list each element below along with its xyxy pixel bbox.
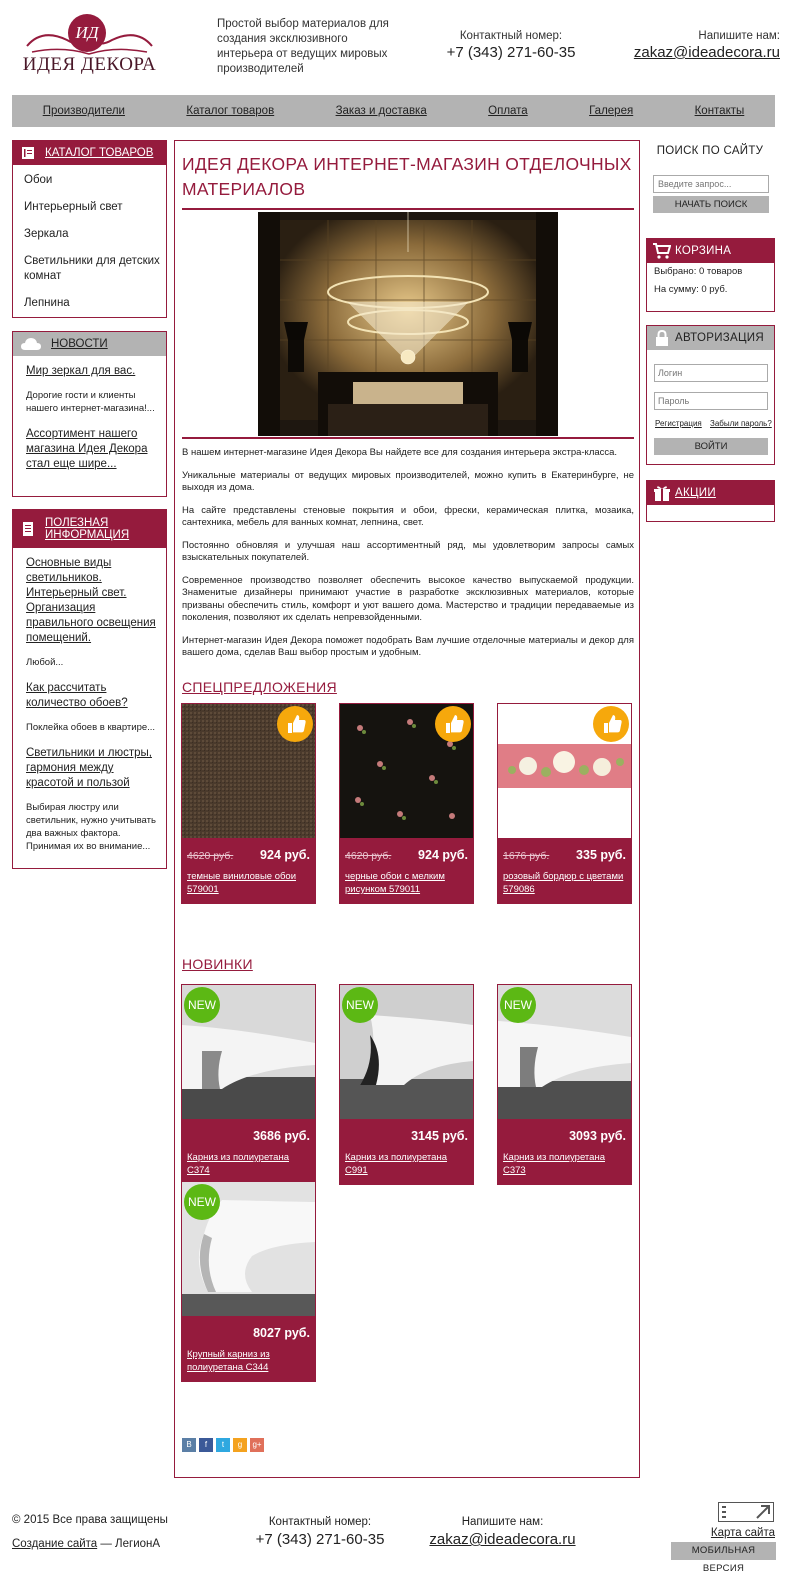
news-item-title[interactable]: Мир зеркал для вас.	[26, 365, 136, 377]
promo-title[interactable]: АКЦИИ	[675, 487, 716, 499]
header	[0, 0, 800, 95]
catalog-item	[24, 227, 166, 242]
new-badge: NEW	[184, 1184, 220, 1220]
nav-payment[interactable]: Оплата	[488, 105, 528, 117]
forgot-password-link[interactable]: Забыли пароль?	[710, 419, 772, 428]
info-item-title[interactable]: Светильники и люстры, гармония между красотой и пользой	[26, 747, 152, 789]
footer-email	[425, 1516, 580, 1548]
sitemap-link[interactable]: Карта сайта	[710, 1527, 775, 1539]
phone-label: Контактный номер:	[268, 1516, 372, 1528]
password-field[interactable]	[654, 392, 768, 410]
news-item-desc: Дорогие гости и клиенты нашего интернет-магазина!...	[26, 390, 155, 414]
product-name[interactable]: Карниз из полиуретана C373	[503, 1152, 605, 1176]
tagline: Простой выбор материалов для создания эксклюзивного интерьера от ведущих мировых производителей	[217, 18, 389, 75]
hero-image	[258, 212, 558, 436]
price-row	[498, 1119, 631, 1151]
thumbs-up-icon	[593, 706, 629, 742]
odnoklassniki-share-icon[interactable]: g	[233, 1438, 247, 1452]
specials-title[interactable]: СПЕЦПРЕДЛОЖЕНИЯ	[182, 679, 337, 695]
info-item-desc: Выбирая люстру или светильник, нужно учитывать два важных фактора. Принимая их во внимание...	[26, 802, 156, 852]
header-email	[630, 30, 780, 61]
email-label: Напишите нам:	[698, 30, 780, 42]
old-price: 4620 руб.	[345, 850, 392, 862]
book-icon	[21, 146, 35, 160]
catalog-header	[13, 141, 166, 165]
intro-paragraph: На сайте представлены стеновые покрытия и обои, фрески, керамическая плитка, мозаика, сантехника, мебель для ванных комнат, лепнина, свет.	[182, 504, 634, 528]
mobile-version-button[interactable]: МОБИЛЬНАЯ ВЕРСИЯ	[671, 1542, 776, 1560]
intro-paragraph: Постоянно обновляя и улучшая наш ассортиментный ряд, мы удовлетворим запросы самых взыскательных покупателей.	[182, 539, 634, 563]
cart-title: КОРЗИНА	[675, 245, 732, 257]
price: 335 руб.	[576, 848, 626, 862]
info-title[interactable]: ПОЛЕЗНАЯ ИНФОРМАЦИЯ	[45, 517, 130, 541]
search-title: ПОИСК ПО САЙТУ	[656, 145, 764, 157]
info-item-desc: Поклейка обоев в квартире...	[26, 722, 156, 733]
product-name[interactable]: Крупный карниз из полиуретана C344	[187, 1349, 270, 1373]
auth-header	[647, 326, 774, 350]
catalog-box	[12, 140, 167, 318]
novelty-card[interactable]	[339, 984, 474, 1185]
footer-phone	[250, 1516, 390, 1548]
auth-box	[646, 325, 775, 465]
main-nav	[12, 95, 775, 127]
price-row	[182, 1119, 315, 1151]
cart-sum: На сумму: 0 руб.	[654, 284, 728, 295]
product-name[interactable]: Карниз из полиуретана C374	[187, 1152, 289, 1176]
hero-divider	[182, 437, 634, 439]
catalog-link-wallpaper[interactable]: Обои	[24, 174, 53, 186]
site-credit	[12, 1538, 160, 1550]
price: 3093 руб.	[569, 1129, 626, 1143]
news-box	[12, 331, 167, 497]
old-price: 4620 руб.	[187, 850, 234, 862]
thumbs-up-icon	[277, 706, 313, 742]
special-card[interactable]	[339, 703, 474, 904]
price-row	[340, 1119, 473, 1151]
catalog-title[interactable]: КАТАЛОГ ТОВАРОВ	[45, 147, 154, 159]
document-icon	[21, 522, 35, 536]
catalog-item	[24, 173, 166, 188]
product-image	[182, 1182, 315, 1316]
price: 924 руб.	[418, 848, 468, 862]
developer-name: — ЛегионА	[97, 1538, 161, 1550]
nav-order-delivery[interactable]: Заказ и доставка	[335, 105, 427, 117]
nav-manufacturers[interactable]: Производители	[42, 105, 125, 117]
product-image	[498, 985, 631, 1119]
login-field[interactable]	[654, 364, 768, 382]
price: 3686 руб.	[253, 1129, 310, 1143]
footer	[0, 1500, 800, 1593]
title-divider	[182, 208, 634, 210]
product-image	[182, 985, 315, 1119]
phone-label: Контактный номер:	[459, 30, 563, 42]
novelty-card[interactable]	[181, 1181, 316, 1382]
news-list	[13, 356, 166, 472]
email-label: Напишите нам:	[461, 1516, 544, 1528]
catalog-link-kids-lamps[interactable]: Светильники для детских комнат	[24, 255, 160, 282]
email-link[interactable]: zakaz@ideadecora.ru	[633, 44, 780, 61]
info-item-title[interactable]: Как рассчитать количество обоев?	[26, 682, 128, 709]
thumbs-up-icon	[435, 706, 471, 742]
price-row	[498, 838, 631, 870]
logo-text: ИДЕЯ ДЕКОРА	[22, 54, 157, 75]
catalog-list	[13, 165, 166, 311]
catalog-item	[24, 200, 166, 215]
logo[interactable]	[22, 10, 157, 82]
auth-title: АВТОРИЗАЦИЯ	[675, 332, 764, 344]
news-title[interactable]: НОВОСТИ	[51, 338, 108, 350]
catalog-item	[24, 296, 166, 311]
catalog-link-mirrors[interactable]: Зеркала	[24, 228, 69, 240]
page-title: ИДЕЯ ДЕКОРА ИНТЕРНЕТ-МАГАЗИН ОТДЕЛОЧНЫХ МАТЕРИАЛОВ	[182, 154, 632, 199]
price-row	[340, 838, 473, 870]
product-name[interactable]: темные виниловые обои 579001	[187, 871, 297, 895]
gift-icon	[653, 485, 671, 501]
header-phone	[440, 30, 582, 61]
facebook-share-icon[interactable]: f	[199, 1438, 213, 1452]
phone-number: +7 (343) 271-60-35	[446, 44, 576, 61]
nav-contacts[interactable]: Контакты	[694, 105, 745, 117]
sitemap-icon[interactable]	[718, 1502, 774, 1522]
intro-paragraph: Интернет-магазин Идея Декора поможет подобрать Вам лучшие отделочные материалы и декор для вашего дома, сделав Ваш выбор простым и удобным.	[182, 634, 634, 658]
product-image	[340, 704, 473, 838]
vk-share-icon[interactable]: В	[182, 1438, 196, 1452]
lock-icon	[653, 330, 671, 346]
catalog-link-moulding[interactable]: Лепнина	[24, 297, 70, 309]
news-item-title[interactable]: Ассортимент нашего магазина Идея Декора стал еще шире...	[26, 428, 148, 470]
intro-paragraph: Современное производство позволяет обеспечить высокое качество выпускаемой продукции. Знаменитые дизайнеры принимают участие в разработке эксклюзивных материалов, которые призваны обеспечить стиль, комфорт и уют вашего дома. Мастерство и традиции передаваемые из поколения, позволяют их сделать непревзойденными.	[182, 574, 634, 623]
price-row	[182, 1316, 315, 1348]
login-button[interactable]: ВОЙТИ	[654, 438, 768, 455]
novelty-card[interactable]	[181, 984, 316, 1185]
register-link[interactable]: Регистрация	[655, 419, 702, 428]
product-name[interactable]: черные обои с мелким рисунком 579011	[345, 871, 445, 895]
price: 3145 руб.	[411, 1129, 468, 1143]
product-image	[182, 704, 315, 838]
product-image	[340, 985, 473, 1119]
novelty-card[interactable]	[497, 984, 632, 1185]
special-card[interactable]	[497, 703, 632, 904]
catalog-link-lighting[interactable]: Интерьерный свет	[24, 201, 123, 213]
logo-monogram: ИД	[68, 14, 106, 52]
new-badge: NEW	[342, 987, 378, 1023]
search-button[interactable]: НАЧАТЬ ПОИСК	[653, 196, 769, 213]
old-price: 1676 руб.	[503, 850, 550, 862]
nav-gallery[interactable]: Галерея	[589, 105, 634, 117]
novelties-title[interactable]: НОВИНКИ	[182, 956, 253, 972]
nav-catalog[interactable]: Каталог товаров	[186, 105, 275, 117]
cloud-icon	[21, 337, 41, 351]
special-card[interactable]	[181, 703, 316, 904]
info-item-desc: Любой...	[26, 657, 64, 668]
chandelier-image	[258, 212, 558, 436]
phone-number: +7 (343) 271-60-35	[255, 1531, 385, 1548]
promo-header	[647, 481, 774, 505]
price: 924 руб.	[260, 848, 310, 862]
intro-paragraph: Уникальные материалы от ведущих мировых производителей, можно купить в Екатеринбурге, не выходя из дома.	[182, 469, 634, 493]
info-box	[12, 509, 167, 869]
search-input[interactable]	[653, 175, 769, 193]
price: 8027 руб.	[253, 1326, 310, 1340]
new-badge: NEW	[500, 987, 536, 1023]
email-link[interactable]: zakaz@ideadecora.ru	[429, 1531, 576, 1548]
news-header	[13, 332, 166, 356]
intro-text	[182, 447, 634, 670]
new-badge: NEW	[184, 987, 220, 1023]
cart-header[interactable]	[647, 239, 774, 263]
cart-box	[646, 238, 775, 312]
product-name[interactable]: розовый бордюр с цветами 579086	[503, 871, 624, 895]
catalog-item	[24, 254, 166, 284]
product-image	[498, 704, 631, 838]
site-creation-link[interactable]: Создание сайта	[12, 1538, 98, 1550]
share-buttons	[182, 1438, 264, 1452]
info-item-title[interactable]: Основные виды светильников. Интерьерный свет. Организация правильного освещения помещений.	[26, 557, 156, 644]
copyright: © 2015 Все права защищены	[12, 1514, 168, 1526]
main-content	[174, 140, 640, 1478]
twitter-share-icon[interactable]: t	[216, 1438, 230, 1452]
price-row	[182, 838, 315, 870]
google-plus-share-icon[interactable]: g+	[250, 1438, 264, 1452]
cart-icon	[653, 243, 671, 259]
info-list	[13, 548, 166, 853]
product-name[interactable]: Карниз из полиуретана C991	[345, 1152, 447, 1176]
info-header	[13, 510, 166, 548]
promo-box	[646, 480, 775, 522]
intro-paragraph: В нашем интернет-магазине Идея Декора Вы найдете все для создания интерьера экстра-класса.	[182, 447, 618, 458]
cart-count: Выбрано: 0 товаров	[654, 266, 743, 277]
